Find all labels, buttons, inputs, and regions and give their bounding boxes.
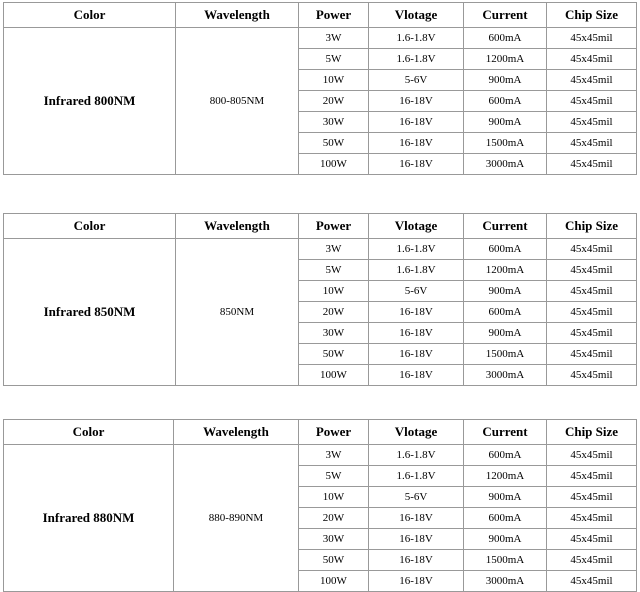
current-cell: 900mA	[464, 323, 547, 344]
current-cell: 600mA	[464, 445, 547, 466]
voltage-cell: 1.6-1.8V	[369, 466, 464, 487]
header-chip-size: Chip Size	[547, 214, 637, 239]
color-cell: Infrared 850NM	[4, 239, 176, 386]
power-cell: 100W	[299, 365, 369, 386]
current-cell: 3000mA	[464, 365, 547, 386]
power-cell: 30W	[299, 323, 369, 344]
current-cell: 1200mA	[464, 260, 547, 281]
header-voltage: Vlotage	[369, 3, 464, 28]
header-row	[4, 3, 637, 28]
voltage-cell: 5-6V	[369, 487, 464, 508]
power-cell: 20W	[299, 302, 369, 323]
chip-size-cell: 45x45mil	[547, 571, 637, 592]
power-cell: 20W	[299, 91, 369, 112]
color-cell: Infrared 800NM	[4, 28, 176, 175]
power-cell: 10W	[299, 281, 369, 302]
table-row	[4, 445, 637, 466]
chip-size-cell: 45x45mil	[547, 466, 637, 487]
header-current: Current	[464, 3, 547, 28]
chip-size-cell: 45x45mil	[547, 281, 637, 302]
current-cell: 600mA	[464, 302, 547, 323]
power-cell: 10W	[299, 70, 369, 91]
header-power: Power	[299, 420, 369, 445]
power-cell: 3W	[299, 28, 369, 49]
voltage-cell: 16-18V	[369, 302, 464, 323]
chip-size-cell: 45x45mil	[547, 365, 637, 386]
spec-table-850nm	[3, 213, 637, 386]
current-cell: 1500mA	[464, 550, 547, 571]
current-cell: 600mA	[464, 239, 547, 260]
chip-size-cell: 45x45mil	[547, 260, 637, 281]
color-cell: Infrared 880NM	[4, 445, 174, 592]
power-cell: 3W	[299, 445, 369, 466]
voltage-cell: 5-6V	[369, 281, 464, 302]
chip-size-cell: 45x45mil	[547, 302, 637, 323]
header-color: Color	[4, 3, 176, 28]
header-row	[4, 420, 637, 445]
header-voltage: Vlotage	[369, 420, 464, 445]
current-cell: 900mA	[464, 281, 547, 302]
header-voltage: Vlotage	[369, 214, 464, 239]
power-cell: 30W	[299, 529, 369, 550]
power-cell: 20W	[299, 508, 369, 529]
chip-size-cell: 45x45mil	[547, 508, 637, 529]
chip-size-cell: 45x45mil	[547, 133, 637, 154]
table-row	[4, 28, 637, 49]
header-chip-size: Chip Size	[547, 3, 637, 28]
chip-size-cell: 45x45mil	[547, 91, 637, 112]
power-cell: 10W	[299, 487, 369, 508]
chip-size-cell: 45x45mil	[547, 445, 637, 466]
voltage-cell: 1.6-1.8V	[369, 445, 464, 466]
current-cell: 900mA	[464, 487, 547, 508]
power-cell: 100W	[299, 154, 369, 175]
header-row	[4, 214, 637, 239]
chip-size-cell: 45x45mil	[547, 239, 637, 260]
header-color: Color	[4, 214, 176, 239]
chip-size-cell: 45x45mil	[547, 154, 637, 175]
power-cell: 30W	[299, 112, 369, 133]
chip-size-cell: 45x45mil	[547, 550, 637, 571]
current-cell: 600mA	[464, 508, 547, 529]
power-cell: 5W	[299, 466, 369, 487]
power-cell: 50W	[299, 133, 369, 154]
power-cell: 50W	[299, 550, 369, 571]
header-chip-size: Chip Size	[547, 420, 637, 445]
voltage-cell: 1.6-1.8V	[369, 239, 464, 260]
voltage-cell: 16-18V	[369, 571, 464, 592]
header-wavelength: Wavelength	[174, 420, 299, 445]
voltage-cell: 1.6-1.8V	[369, 260, 464, 281]
header-current: Current	[464, 214, 547, 239]
chip-size-cell: 45x45mil	[547, 487, 637, 508]
power-cell: 5W	[299, 260, 369, 281]
spec-table-880nm	[3, 419, 637, 592]
voltage-cell: 1.6-1.8V	[369, 49, 464, 70]
chip-size-cell: 45x45mil	[547, 344, 637, 365]
header-wavelength: Wavelength	[176, 3, 299, 28]
voltage-cell: 16-18V	[369, 529, 464, 550]
voltage-cell: 16-18V	[369, 344, 464, 365]
power-cell: 3W	[299, 239, 369, 260]
current-cell: 600mA	[464, 28, 547, 49]
power-cell: 100W	[299, 571, 369, 592]
header-power: Power	[299, 3, 369, 28]
table-row	[4, 239, 637, 260]
power-cell: 50W	[299, 344, 369, 365]
voltage-cell: 16-18V	[369, 112, 464, 133]
current-cell: 900mA	[464, 112, 547, 133]
current-cell: 1500mA	[464, 133, 547, 154]
power-cell: 5W	[299, 49, 369, 70]
voltage-cell: 1.6-1.8V	[369, 28, 464, 49]
voltage-cell: 16-18V	[369, 133, 464, 154]
chip-size-cell: 45x45mil	[547, 70, 637, 91]
voltage-cell: 16-18V	[369, 323, 464, 344]
voltage-cell: 16-18V	[369, 365, 464, 386]
spec-table-800nm	[3, 2, 637, 175]
chip-size-cell: 45x45mil	[547, 323, 637, 344]
voltage-cell: 16-18V	[369, 508, 464, 529]
voltage-cell: 16-18V	[369, 550, 464, 571]
header-wavelength: Wavelength	[176, 214, 299, 239]
voltage-cell: 5-6V	[369, 70, 464, 91]
chip-size-cell: 45x45mil	[547, 112, 637, 133]
voltage-cell: 16-18V	[369, 91, 464, 112]
chip-size-cell: 45x45mil	[547, 529, 637, 550]
header-color: Color	[4, 420, 174, 445]
wavelength-cell: 800-805NM	[176, 28, 299, 175]
wavelength-cell: 850NM	[176, 239, 299, 386]
current-cell: 3000mA	[464, 154, 547, 175]
current-cell: 3000mA	[464, 571, 547, 592]
current-cell: 1200mA	[464, 466, 547, 487]
header-power: Power	[299, 214, 369, 239]
wavelength-cell: 880-890NM	[174, 445, 299, 592]
chip-size-cell: 45x45mil	[547, 28, 637, 49]
current-cell: 1200mA	[464, 49, 547, 70]
chip-size-cell: 45x45mil	[547, 49, 637, 70]
current-cell: 900mA	[464, 70, 547, 91]
current-cell: 600mA	[464, 91, 547, 112]
voltage-cell: 16-18V	[369, 154, 464, 175]
current-cell: 900mA	[464, 529, 547, 550]
header-current: Current	[464, 420, 547, 445]
current-cell: 1500mA	[464, 344, 547, 365]
